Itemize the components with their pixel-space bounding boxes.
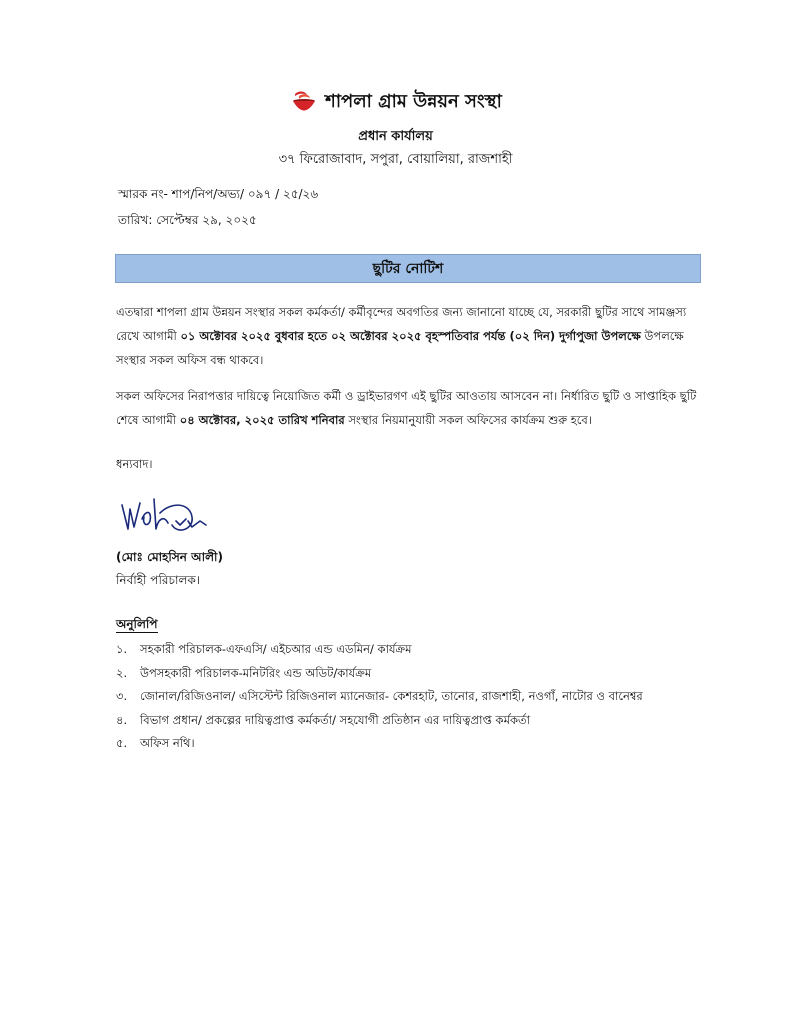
list-item [116,710,716,734]
signer-title: নির্বাহী পরিচালক। [116,573,201,587]
list-item [116,663,716,687]
para1-text-b: উপলক্ষে সংস্থার সকল অফিস বন্ধ থাকবে। [116,329,684,367]
letterhead [0,87,791,120]
notice-paragraph-1 [116,300,699,372]
cc-list [116,639,716,757]
org-name: শাপলা গ্রাম উন্নয়ন সংস্থা [325,91,502,112]
notice-paragraph-2 [116,384,699,432]
list-item-text: বিভাগ প্রধান/ প্রকল্পের দায়িত্বপ্রাপ্ত কর্মকর্তা/ সহযোগী প্রতিষ্ঠান এর দায়িত্বপ্রাপ্ত কর্মকর্তা [140,712,530,727]
list-item-number: ৩. [116,689,128,704]
list-item-text: সহকারী পরিচালক-এফএসি/ এইচআর এন্ড এডমিন/ কার্যক্রম [140,642,412,657]
para1-bold: ০১ অক্টোবর ২০২৫ বুধবার হতে ০২ অক্টোবর ২০২৫ বৃহস্পতিবার পর্যন্ত (০২ দিন) দুর্গাপুজা উপলক্ষে [180,329,641,343]
office-address: ৩৭ ফিরোজাবাদ, সপুরা, বোয়ালিয়া, রাজশাহী [278,152,513,167]
list-item-text: অফিস নথি। [140,736,195,751]
list-item [116,733,716,757]
cc-heading: অনুলিপি [116,617,158,631]
shapla-pot-logo-icon [289,90,319,116]
notice-title: ছুটির নোটিশ [372,260,444,277]
para2-text-a: সকল অফিসের নিরাপত্তার দায়িত্বে নিয়োজিত কর্মী ও ড্রাইভারগণ এই ছুটির আওতায় আসবেন না। নির্ধারিত ছুটি ও সাপ্তাহিক ছুটি শেষে আগামী [116,389,697,427]
memo-number: স্মারক নং- শাপ/নিপ/অভ্য/ ০৯৭ / ২৫/২৬ [118,187,319,201]
notice-title-bar [115,254,701,283]
office-name: প্রধান কার্যালয় [358,129,433,144]
para1-text-a: এতদ্বারা শাপলা গ্রাম উন্নয়ন সংস্থার সকল কর্মকর্তা/ কর্মীবৃন্দের অবগতির জন্য জানানো যাচ্ছে যে, সরকারী ছুটির সাথে সামঞ্জস্য রেখে আগামী [116,305,687,343]
list-item-number: ১. [116,642,128,657]
list-item-number: ২. [116,665,128,680]
list-item [116,686,716,710]
handwritten-signature [116,495,226,545]
para2-bold: ০৪ অক্টোবর, ২০২৫ তারিখ শনিবার [179,413,345,427]
list-item-text: উপসহকারী পরিচালক-মনিটরিং এন্ড অডিট/কার্যক্রম [140,665,372,680]
para2-text-b: সংস্থার নিয়মানুযায়ী সকল অফিসের কার্যক্রম শুরু হবে। [344,413,592,427]
list-item-text: জোনাল/রিজিওনাল/ এসিস্টেন্ট রিজিওনাল ম্যানেজার- কেশরহাট, তানোর, রাজশাহী, নওগাঁ, নাটোর ও বানেশ্বর [140,689,643,704]
list-item-number: ৪. [116,712,128,727]
thanks-text: ধন্যবাদ। [116,457,153,471]
signer-name: (মোঃ মোহসিন আলী) [116,550,223,564]
list-item-number: ৫. [116,736,128,751]
notice-date: তারিখ: সেপ্টেম্বর ২৯, ২০২৫ [118,213,257,227]
list-item [116,639,716,663]
